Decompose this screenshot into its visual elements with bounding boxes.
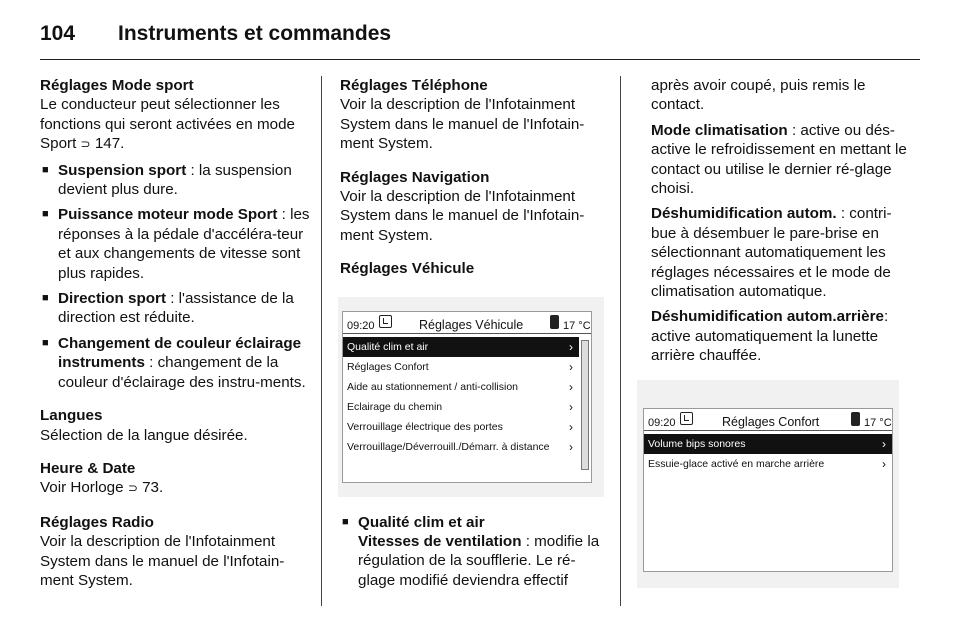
settings-menu: [343, 337, 579, 457]
screen-temp: 17 °C: [864, 416, 892, 429]
comfort-settings-screenshot: [637, 380, 899, 588]
section-navigation: [340, 168, 606, 246]
clock-icon: [680, 412, 693, 425]
heading-navigation: Réglages Navigation: [340, 168, 490, 186]
chevron-right-icon: ›: [882, 436, 886, 451]
chevron-right-icon: ›: [569, 439, 573, 454]
chevron-right-icon: ›: [569, 359, 573, 374]
vehicle-settings-screenshot: [338, 297, 604, 497]
screen-header: [644, 409, 892, 431]
section-telephone: [340, 76, 606, 154]
heading-vehicule: Réglages Véhicule: [340, 260, 475, 278]
deshum-text: Déshumidification autom. : contri-bue à désembuer le pare-brise en sélectionnant automatiquement les réglages nécessaires et le mode de climatisation automatique.: [651, 205, 892, 301]
screen-title: Réglages Véhicule: [419, 317, 524, 332]
column-divider: [321, 76, 322, 606]
thermometer-icon: [550, 315, 559, 329]
section-mode-sport: [40, 76, 310, 392]
section-heure-date: [40, 459, 310, 499]
list-item: ■ Changement de couleur éclairage instruments : changement de la couleur d'éclairage des instru-ments.: [40, 334, 310, 392]
clock-icon: [379, 315, 392, 328]
chevron-right-icon: ›: [569, 339, 573, 354]
screen-time: 09:20: [648, 416, 676, 429]
reference-arrow-icon: ⊃: [80, 137, 91, 152]
display-screen: [342, 311, 592, 483]
clim-list: [340, 513, 606, 532]
chevron-right-icon: ›: [569, 399, 573, 414]
heure-text: Voir Horloge ⊃ 73.: [40, 479, 164, 497]
heading-mode-sport: Réglages Mode sport: [40, 77, 194, 94]
mode-sport-intro: Le conducteur peut sélectionner les fonctions qui seront activées en mode Sport ⊃ 147.: [40, 96, 295, 153]
menu-item[interactable]: Eclairage du chemin ›: [343, 397, 579, 417]
chevron-right-icon: ›: [569, 419, 573, 434]
page-number: 104: [40, 22, 76, 45]
display-screen: [643, 408, 893, 572]
page-title: Instruments et commandes: [118, 22, 392, 45]
page-header: [40, 18, 920, 60]
screen-header: [343, 312, 591, 334]
mode-clim-text: Mode climatisation : active ou dés-active le refroidissement en mettant le contact ou utilise le dernier ré-glage choisi.: [651, 121, 907, 198]
list-item: ■ Direction sport : l'assistance de la direction est réduite.: [40, 289, 310, 328]
section-radio: [40, 513, 310, 591]
menu-item[interactable]: Verrouillage électrique des portes ›: [343, 417, 579, 437]
screen-time: 09:20: [347, 319, 375, 332]
menu-item[interactable]: Qualité clim et air ›: [343, 337, 579, 357]
heading-telephone: Réglages Téléphone: [340, 77, 488, 94]
screen-title: Réglages Confort: [722, 414, 820, 429]
continued-text: après avoir coupé, puis remis le contact.: [651, 77, 866, 114]
deshum-arr-text: Déshumidification autom.arrière: active automatiquement la lunette arrière chauffée.: [651, 308, 889, 365]
heure-ref[interactable]: 73.: [142, 479, 164, 497]
menu-item[interactable]: Essuie-glace activé en marche arrière ›: [644, 454, 892, 474]
heading-heure-date: Heure & Date: [40, 459, 136, 477]
settings-menu: [644, 434, 892, 474]
section-langues: [40, 406, 310, 445]
column-divider: [620, 76, 621, 606]
navigation-text: Voir la description de l'Infotainment System dans le manuel de l'Infotain-ment System.: [340, 188, 585, 244]
telephone-text: Voir la description de l'Infotainment System dans le manuel de l'Infotain-ment System.: [340, 96, 585, 153]
heading-radio: Réglages Radio: [40, 513, 154, 531]
langues-text: Sélection de la langue désirée.: [40, 426, 248, 444]
menu-item[interactable]: Réglages Confort ›: [343, 357, 579, 377]
menu-item[interactable]: Verrouillage/Déverrouill./Démarr. à distance ›: [343, 437, 579, 457]
radio-text: Voir la description de l'Infotainment System dans le manuel de l'Infotain-ment System.: [40, 533, 285, 589]
section-vehicule: [340, 259, 606, 278]
mode-sport-ref[interactable]: 147.: [94, 135, 125, 153]
mode-sport-list: [40, 161, 310, 392]
screen-temp: 17 °C: [563, 319, 591, 332]
chevron-right-icon: ›: [882, 456, 886, 471]
reference-arrow-icon: ⊃: [127, 481, 138, 496]
chevron-right-icon: ›: [569, 379, 573, 394]
ventilation-text: Vitesses de ventilation : modifie la régulation de la soufflerie. Le ré-glage modifié deviendra effectif: [358, 533, 600, 589]
column-1: [40, 76, 310, 604]
list-item: ■ Qualité clim et air: [340, 513, 606, 532]
heading-langues: Langues: [40, 407, 103, 425]
column-3: [648, 76, 913, 588]
list-item: ■ Suspension sport : la suspension devient plus dure.: [40, 161, 310, 200]
menu-item[interactable]: Volume bips sonores ›: [644, 434, 892, 454]
list-item: ■ Puissance moteur mode Sport : les réponses à la pédale d'accéléra-teur et aux changements de vitesse sont plus rapides.: [40, 205, 310, 283]
menu-item[interactable]: Aide au stationnement / anti-collision ›: [343, 377, 579, 397]
thermometer-icon: [851, 412, 860, 426]
scrollbar[interactable]: [581, 340, 589, 470]
column-2: [340, 76, 606, 590]
